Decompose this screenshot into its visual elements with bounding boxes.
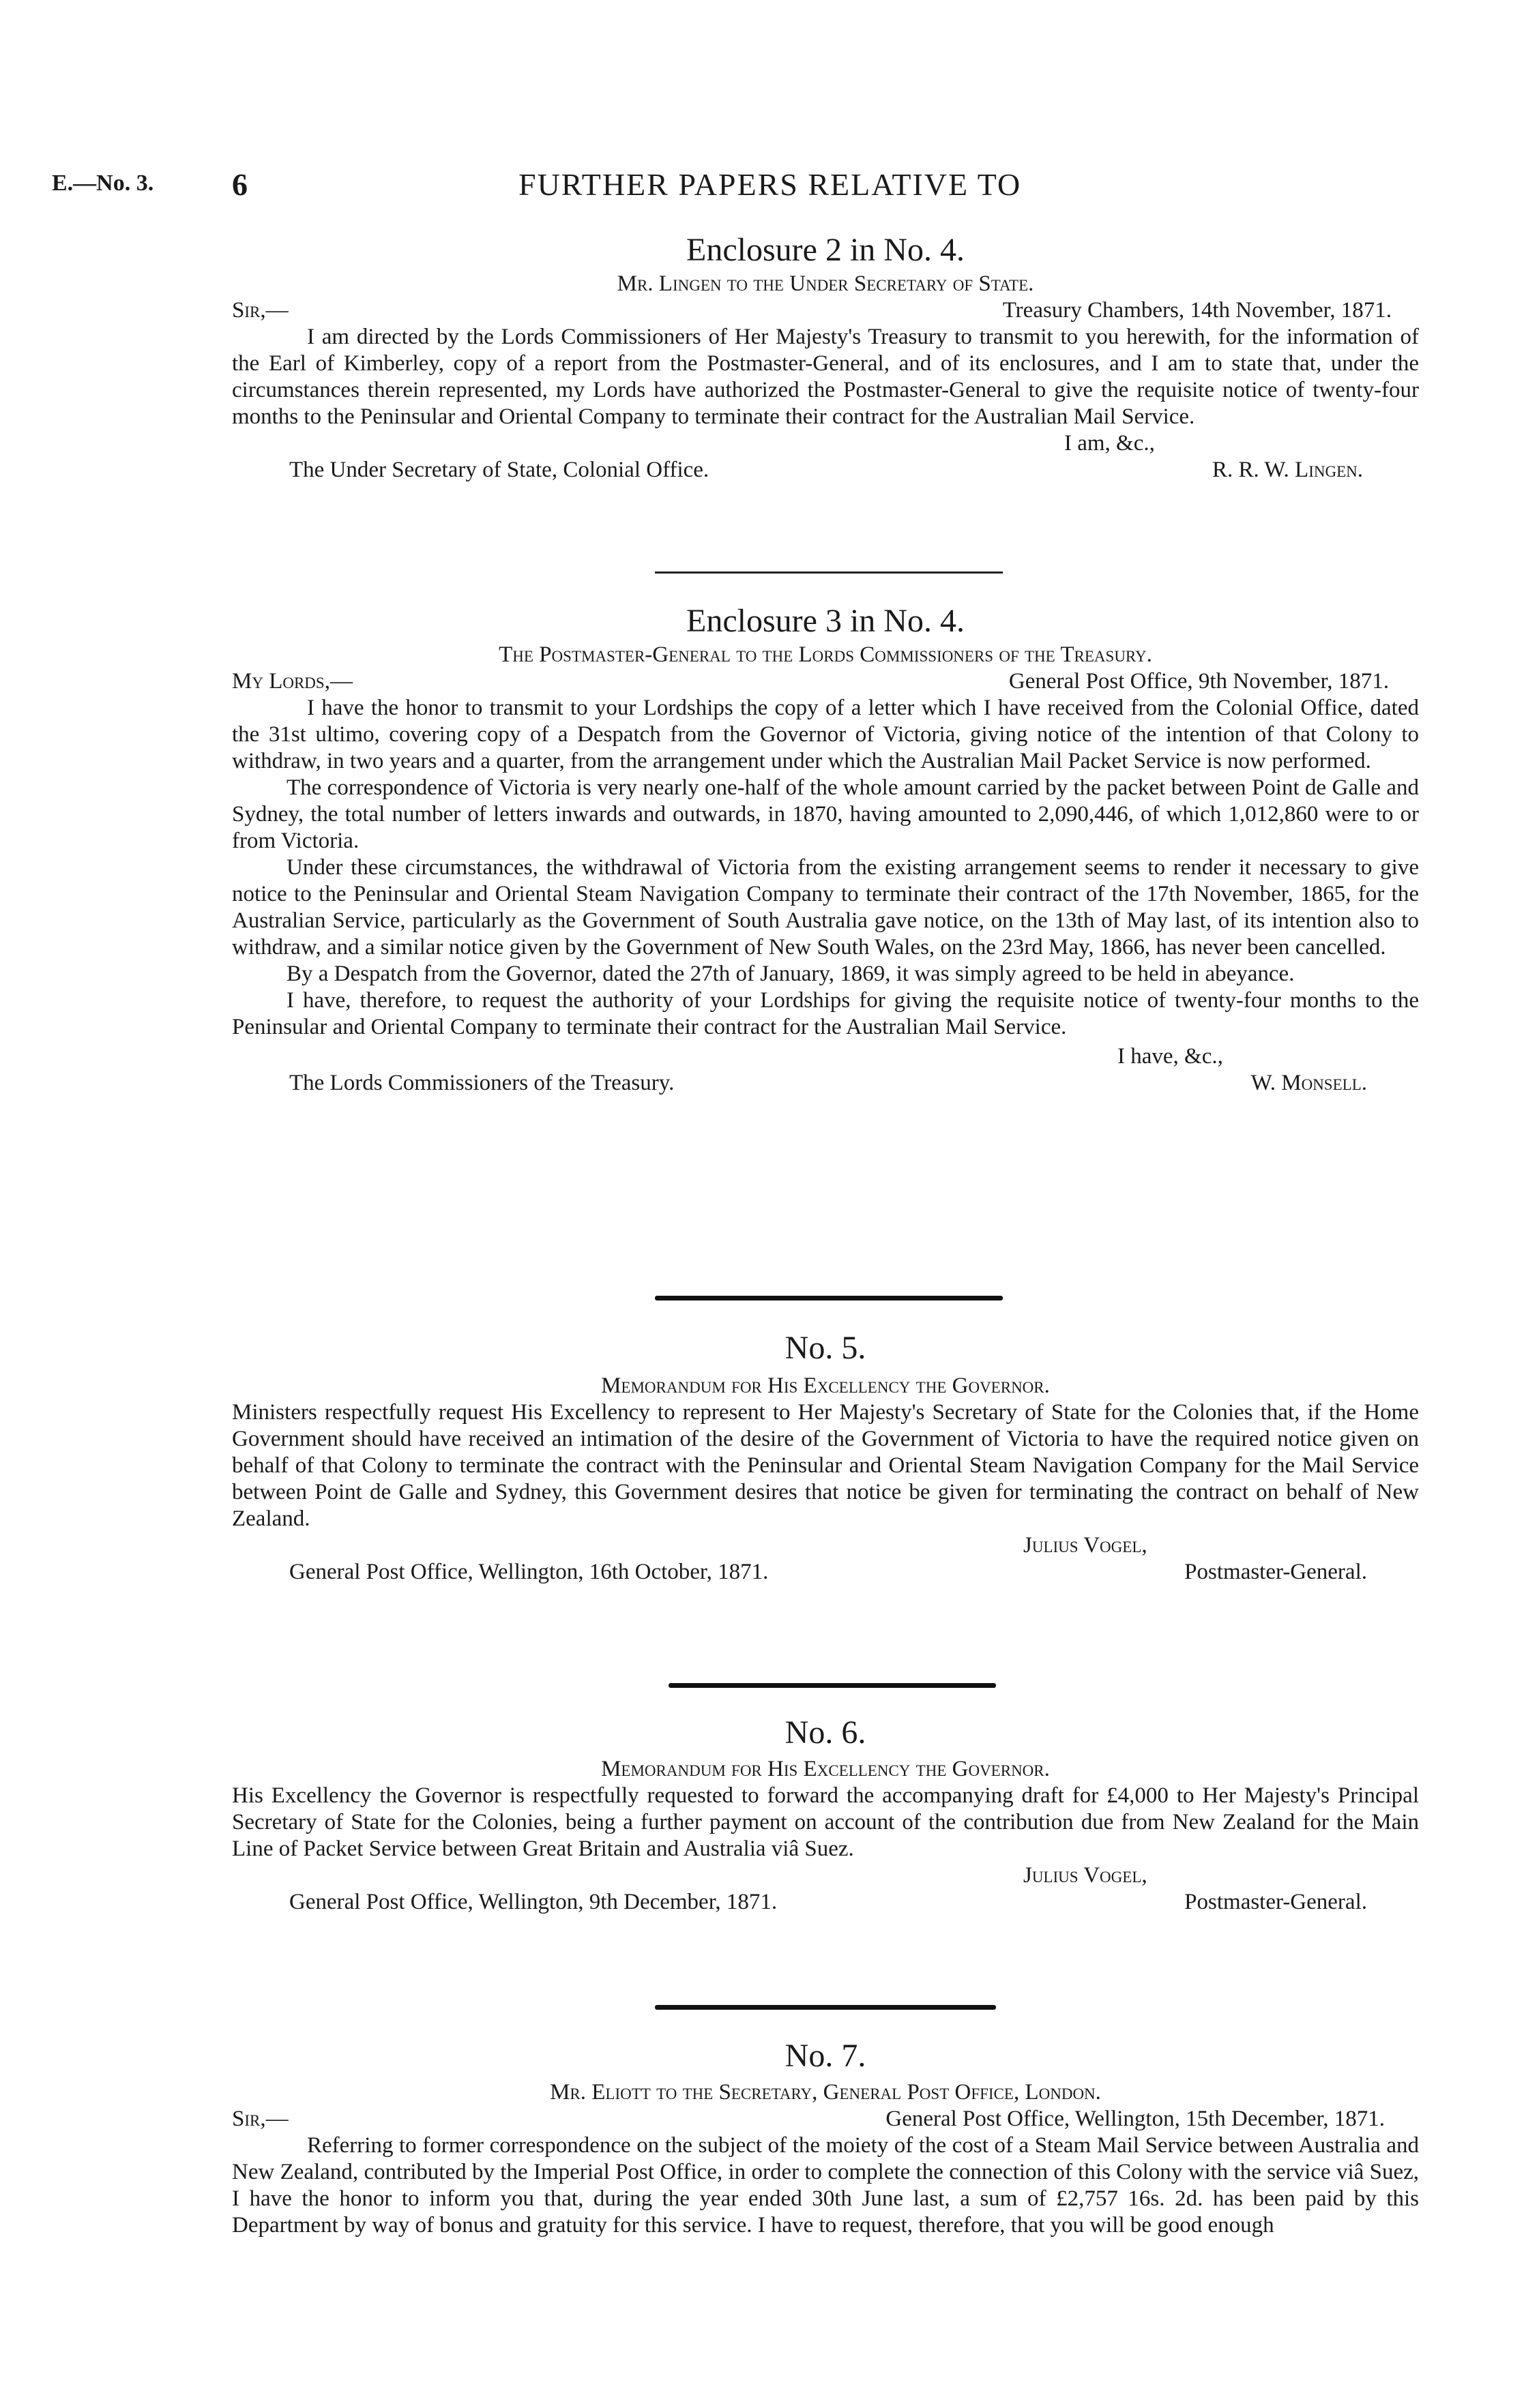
no-7-salutation: Sir,—	[232, 2107, 289, 2131]
doc-reference: E.—No. 3.	[52, 170, 154, 196]
enclosure-2-heading-row	[232, 297, 1419, 324]
enclosure-2-body: I am directed by the Lords Commissioners of Her Majesty's Treasury to transmit to you herewith, for the information of the Earl of Kimberley, copy of a report from the Postmaster-General, and of its enclosures, and I am to state that, under the circumstances therein represented, my Lords have authorized the Postmaster-General to give the requisite notice of twenty-four months to the Peninsular and Oriental Company to terminate their contract for the Australian Mail Service.	[232, 325, 1419, 429]
page-number: 6	[232, 167, 249, 202]
enclosure-2-addressee: The Under Secretary of State, Colonial Office.	[289, 458, 709, 482]
enclosure-3-heading-row	[232, 668, 1419, 695]
enclosure-3-closing-row	[232, 1043, 1419, 1070]
enclosure-3-section	[232, 601, 1419, 1097]
no-5-role: Postmaster-General.	[1184, 1560, 1367, 1584]
no-7-body: Referring to former correspondence on the subject of the moiety of the cost of a Steam Mail Service between Australia and New Zealand, contributed by the Imperial Post Office, in order to complete the connection of this Colony with the service viâ Suez, I have the honor to inform you that, during the year ended 30th June last, a sum of £2,757 16s. 2d. has been paid by this Department by way of bonus and gratuity for this service. I have to request, therefore, that you will be good enough	[232, 2133, 1419, 2238]
section-divider	[655, 1296, 1003, 1300]
no-5-signature: Julius Vogel,	[1023, 1533, 1147, 1558]
no-6-signature-row	[232, 1862, 1419, 1889]
no-6-signoff-row	[232, 1889, 1419, 1916]
no-5-signoff-row	[232, 1559, 1419, 1586]
enclosure-3-closing: I have, &c.,	[1117, 1044, 1223, 1069]
no-6-title: No. 6.	[785, 1714, 866, 1751]
section-divider	[655, 571, 1003, 574]
enclosure-3-signature: W. Monsell.	[1250, 1071, 1367, 1095]
enclosure-3-paragraph: The correspondence of Victoria is very nearly one-half of the whole amount carried by the packet between Point de Galle and Sydney, the total number of letters inwards and outwards, in 1870, having amounted to 2,090,446, of which 1,012,860 were to or from Victoria.	[232, 775, 1419, 853]
enclosure-3-title: Enclosure 3 in No. 4.	[686, 603, 965, 639]
enclosure-3-place-date: General Post Office, 9th November, 1871.	[1008, 669, 1389, 694]
no-6-section	[232, 1713, 1419, 1916]
enclosure-3-signoff-row	[232, 1070, 1419, 1097]
no-7-heading-row	[232, 2106, 1419, 2132]
enclosure-3-paragraph: Under these circumstances, the withdrawal of Victoria from the existing arrangement seems to render it necessary to give notice to the Peninsular and Oriental Steam Navigation Company to terminate their contract of the 17th November, 1865, for the Australian Service, particularly as the Government of South Australia gave notice, on the 13th of May last, of its intention also to withdraw, and a similar notice given by the Government of New South Wales, on the 23rd May, 1866, has never been cancelled.	[232, 855, 1419, 960]
enclosure-2-section	[232, 231, 1419, 484]
no-6-role: Postmaster-General.	[1184, 1890, 1367, 1914]
no-6-signature: Julius Vogel,	[1023, 1863, 1147, 1888]
enclosure-2-signature: R. R. W. Lingen.	[1212, 458, 1363, 482]
no-5-section	[232, 1328, 1419, 1586]
no-7-subtitle	[232, 2079, 1419, 2106]
no-5-title: No. 5.	[785, 1330, 866, 1366]
enclosure-3-paragraph: I have, therefore, to request the authority of your Lordships for giving the requisite notice of twenty-four months to the Peninsular and Oriental Company to terminate their contract for the Australian Mail Service.	[232, 988, 1419, 1039]
no-7-place-date: General Post Office, Wellington, 15th December, 1871.	[885, 2107, 1385, 2131]
enclosure-3-paragraph: By a Despatch from the Governor, dated the 27th of January, 1869, it was simply agreed to be held in abeyance.	[287, 962, 1295, 986]
enclosure-3-paragraph: I have the honor to transmit to your Lordships the copy of a letter which I have received from the Colonial Office, dated the 31st ultimo, covering copy of a Despatch from the Governor of Victoria, giving notice of the intention of that Colony to withdraw, in two years and a quarter, from the arrangement under which the Australian Mail Packet Service is now performed.	[232, 696, 1419, 773]
no-5-signature-row	[232, 1532, 1419, 1559]
enclosure-3-addressee: The Lords Commissioners of the Treasury.	[289, 1071, 675, 1095]
no-5-place-date: General Post Office, Wellington, 16th October, 1871.	[289, 1560, 769, 1584]
enclosure-2-title: Enclosure 2 in No. 4.	[686, 232, 965, 268]
enclosure-2-signoff-row	[232, 457, 1419, 484]
section-divider	[655, 2005, 996, 2010]
no-6-place-date: General Post Office, Wellington, 9th December, 1871.	[289, 1890, 778, 1914]
no-6-body: His Excellency the Governor is respectfully requested to forward the accompanying draft for £4,000 to Her Majesty's Principal Secretary of State for the Colonies, being a further payment on account of the contribution due from New Zealand for the Main Line of Packet Service between Great Britain and Australia viâ Suez.	[232, 1783, 1419, 1861]
no-5-body: Ministers respectfully request His Excellency to represent to Her Majesty's Secretary of State for the Colonies that, if the Home Government should have received an intimation of the desire of the Government of Victoria to have the required notice given on behalf of that Colony to terminate the contract with the Peninsular and Oriental Steam Navigation Company for the Mail Service between Point de Galle and Sydney, this Government desires that notice be given for terminating the contract on behalf of New Zealand.	[232, 1400, 1419, 1531]
enclosure-2-closing-row	[232, 430, 1419, 457]
section-divider	[669, 1683, 996, 1688]
no-5-subtitle: Memorandum for His Excellency the Governor.	[601, 1373, 1050, 1398]
no-7-section	[232, 2036, 1419, 2239]
enclosure-3-salutation: My Lords,—	[232, 669, 353, 694]
running-title: FURTHER PAPERS RELATIVE TO	[518, 167, 1022, 202]
no-7-title: No. 7.	[785, 2038, 866, 2074]
enclosure-3-subtitle: The Postmaster-General to the Lords Commissioners of the Treasury.	[499, 642, 1152, 667]
enclosure-2-subtitle: Mr. Lingen to the Under Secretary of State.	[617, 271, 1034, 296]
no-7-subtitle-text: Mr. Eliott to the Secretary, General Post Office, London.	[550, 2080, 1101, 2105]
enclosure-2-place-date: Treasury Chambers, 14th November, 1871.	[1002, 298, 1392, 323]
no-6-subtitle: Memorandum for His Excellency the Governor.	[601, 1757, 1050, 1781]
enclosure-2-closing: I am, &c.,	[1064, 431, 1155, 456]
enclosure-2-salutation: Sir,—	[232, 298, 289, 323]
